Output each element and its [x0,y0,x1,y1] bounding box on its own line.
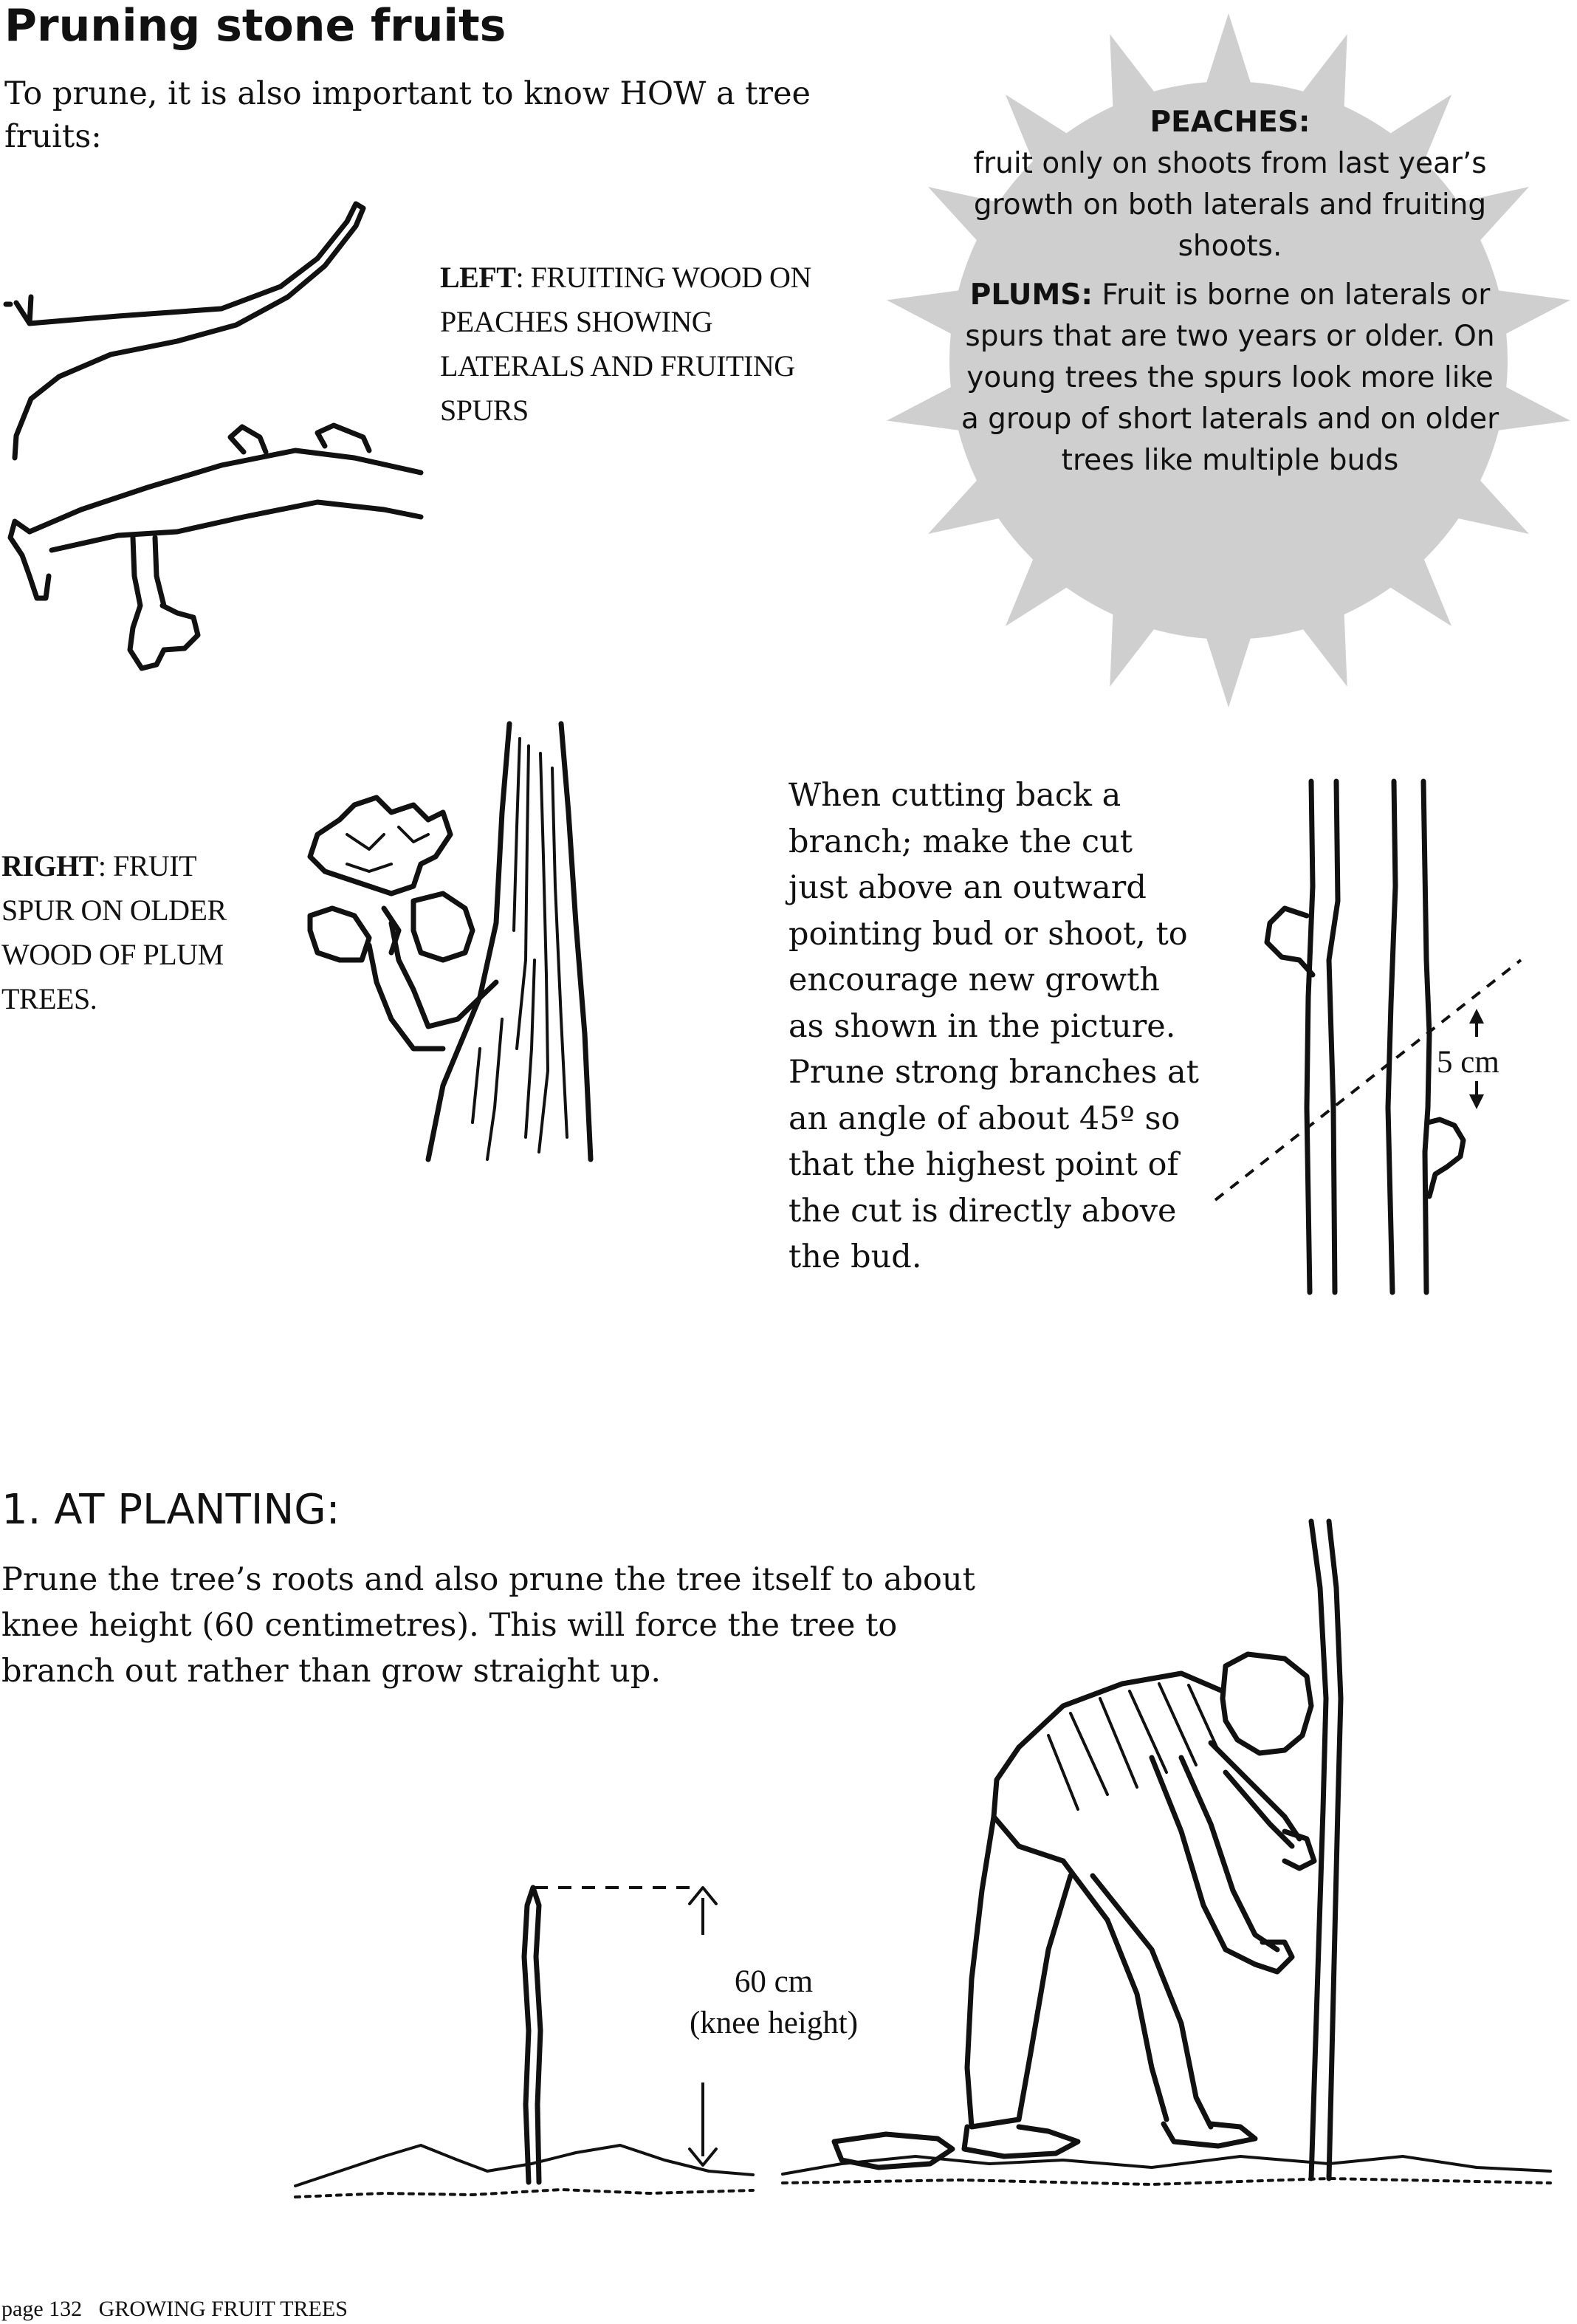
cut-distance-label: 5 cm [1437,1045,1499,1080]
height-label-note: (knee height) [689,2006,859,2040]
height-label [597,1961,951,2044]
page-title: Pruning stone fruits [4,0,506,52]
height-label-value: 60 cm [734,1964,814,1999]
page-number: page 132 [1,2297,83,2321]
book-title: GROWING FRUIT TREES [98,2297,348,2321]
page-footer [1,2297,348,2322]
caption-left-text: : FRUITING WOOD ON PEACHES SHOWING LATERALS AND FRUITING SPURS [440,261,811,427]
caption-right-label: RIGHT [1,849,98,882]
peaches-heading: PEACHES: [1150,106,1310,139]
section-text: Prune the tree’s roots and also prune the tree itself to about knee height (60 centimetres). This will force the tree to branch out rather than grow straight up. [1,1561,975,1690]
intro-text: To prune, it is also important to know HOW a tree fruits: [4,75,811,155]
caption-right-text: : FRUIT SPUR ON OLDER WOOD OF PLUM TREES. [1,849,227,1015]
section-heading: 1. AT PLANTING: [1,1486,340,1534]
caption-left-label: LEFT [440,261,516,294]
plums-heading: PLUMS: [969,278,1093,312]
peaches-text: fruit only on shoots from last year’s growth on both laterals and fruiting shoots. [973,147,1487,263]
plums-text: Fruit is borne on laterals or spurs that are two years or older. On young trees the spurs look more like a group of short laterals and on older trees like multiple buds [961,278,1499,477]
cutting-instructions: When cutting back a branch; make the cut just above an outward pointing bud or shoot, to encourage new growth as shown in the picture. Prune strong branches at an angle of about 45º so that the highest point of the cut is directly above the bud. [788,777,1199,1275]
